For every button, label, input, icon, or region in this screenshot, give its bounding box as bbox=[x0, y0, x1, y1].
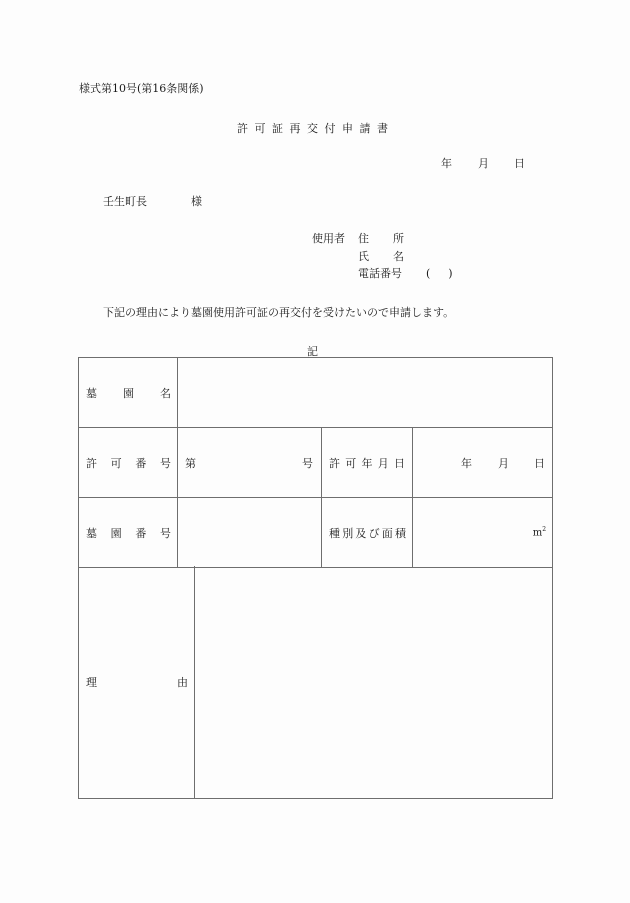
permit-number-label: 許 可 番 号 bbox=[79, 428, 178, 498]
document-title: 許可証再交付申請書 bbox=[237, 122, 395, 135]
reason-input[interactable] bbox=[195, 566, 553, 799]
reason-label: 理 由 bbox=[79, 566, 195, 799]
cemetery-name-input[interactable] bbox=[178, 358, 553, 428]
table-row-reason bbox=[79, 566, 553, 799]
permit-date-input[interactable]: 年 月 日 bbox=[413, 428, 553, 498]
phone-label: 電話番号 bbox=[358, 267, 402, 280]
type-area-input[interactable] bbox=[413, 498, 553, 568]
table-row-plot bbox=[79, 498, 553, 568]
cemetery-name-label: 墓 園 名 bbox=[79, 358, 178, 428]
addressee-name: 壬生町長 bbox=[103, 195, 147, 208]
square-meter-unit: $m^2$ bbox=[532, 526, 547, 539]
type-area-label: 種 別 及 び 面 積 bbox=[322, 498, 413, 568]
plot-number-input[interactable] bbox=[178, 498, 322, 568]
table-row-permit bbox=[79, 428, 553, 498]
application-date bbox=[441, 155, 525, 171]
name-field[interactable]: 氏 名 bbox=[358, 249, 404, 263]
applicant-block bbox=[312, 230, 453, 283]
permit-number-prefix: 第 bbox=[185, 456, 196, 470]
reason-table bbox=[78, 566, 553, 799]
date-month: 月 bbox=[478, 157, 489, 170]
permit-date-label: 許 可 年 月 日 bbox=[322, 428, 413, 498]
table-row-cemetery-name bbox=[79, 358, 553, 428]
application-table bbox=[78, 357, 553, 568]
plot-number-label: 墓 園 番 号 bbox=[79, 498, 178, 568]
phone-field[interactable]: 電話番号 ( ) bbox=[358, 267, 453, 280]
ki-heading: 記 bbox=[307, 345, 318, 358]
addressee bbox=[103, 193, 202, 209]
permit-number-suffix: 号 bbox=[302, 456, 313, 470]
application-statement: 下記の理由により墓園使用許可証の再交付を受けたいので申請します。 bbox=[103, 306, 455, 319]
applicant-label: 使用者 bbox=[312, 232, 345, 245]
address-field[interactable]: 住 所 bbox=[358, 232, 404, 245]
date-day: 日 bbox=[514, 157, 525, 170]
date-year: 年 bbox=[441, 157, 452, 170]
addressee-honorific: 様 bbox=[191, 195, 202, 208]
form-number: 様式第10号(第16条関係) bbox=[79, 82, 204, 95]
permit-number-input[interactable] bbox=[178, 428, 322, 498]
